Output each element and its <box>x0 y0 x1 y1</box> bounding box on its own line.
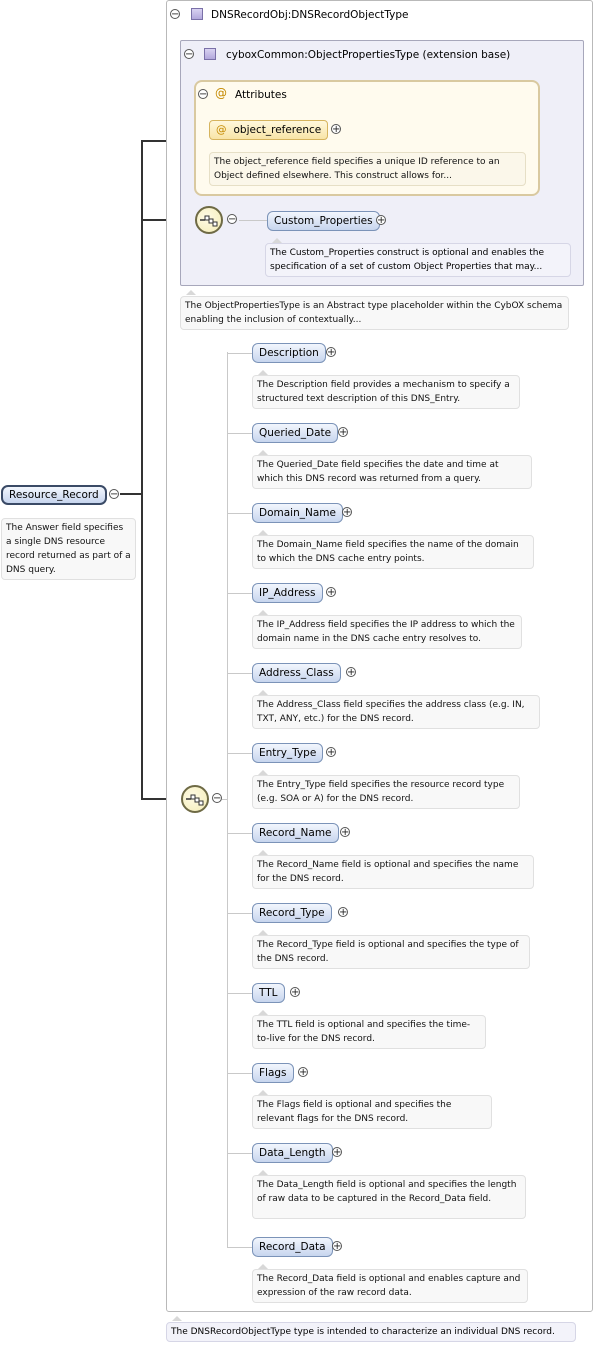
collapse-type-icon[interactable]: − <box>171 9 180 20</box>
element-doc: The IP_Address field specifies the IP address to which the domain name in the DNS cache entry resolves to. <box>252 615 522 649</box>
expand-element-icon[interactable]: + <box>291 987 300 998</box>
attribute-at-icon: @ <box>216 124 227 136</box>
expand-element-icon[interactable]: + <box>327 747 336 758</box>
element-connector <box>227 673 252 674</box>
expand-element-icon[interactable]: + <box>347 667 356 678</box>
element-label: Record_Name <box>259 827 332 839</box>
expand-element-icon[interactable]: + <box>333 1147 342 1158</box>
attribute-object-reference[interactable] <box>209 120 328 140</box>
element-connector <box>227 433 252 434</box>
element-queried-date[interactable] <box>252 423 338 443</box>
extension-header: cybox​Common:ObjectPropertiesType (extension base) <box>226 49 511 61</box>
element-label: Record_Type <box>259 907 325 919</box>
element-label: Custom_Properties <box>274 215 373 227</box>
extension-doc: The ObjectPropertiesType is an Abstract type placeholder within the CybOX schema enabling the inclusion of contextually... <box>180 296 569 330</box>
element-record-data[interactable] <box>252 1237 333 1257</box>
element-label: IP_Address <box>259 587 316 599</box>
expand-element-icon[interactable]: + <box>377 215 386 226</box>
element-doc: The Entry_Type field specifies the resource record type (e.g. SOA or A) for the DNS record. <box>252 775 520 809</box>
element-connector <box>227 993 252 994</box>
root-element-doc: The Answer field specifies a single DNS resource record returned as part of a DNS query. <box>1 518 136 580</box>
element-label: Queried_Date <box>259 427 332 439</box>
element-record-name[interactable] <box>252 823 339 843</box>
element-doc: The Record_Data field is optional and enables capture and expression of the raw record data. <box>252 1269 528 1303</box>
root-trunk-line <box>141 141 143 800</box>
root-element-label: Resource_Record <box>9 489 99 501</box>
element-label: Data_Length <box>259 1147 326 1159</box>
collapse-sequence-icon[interactable]: − <box>213 793 222 804</box>
element-connector <box>227 353 252 354</box>
element-label: Record_Data <box>259 1241 326 1253</box>
expand-element-icon[interactable]: + <box>327 587 336 598</box>
element-label: Entry_Type <box>259 747 317 759</box>
element-doc: The Domain_Name field specifies the name of the domain to which the DNS cache entry points. <box>252 535 534 569</box>
root-element-resource-record[interactable] <box>1 485 107 505</box>
sequence-connector <box>222 799 228 800</box>
element-record-type[interactable] <box>252 903 332 923</box>
collapse-sequence-icon[interactable]: − <box>228 214 237 225</box>
sequence-bracket-line <box>227 352 228 1248</box>
element-doc: The Flags field is optional and specifies the relevant flags for the DNS record. <box>252 1095 492 1129</box>
collapse-root-icon[interactable]: − <box>110 489 119 500</box>
expand-attribute-icon[interactable]: + <box>332 124 341 135</box>
element-label: Address_Class <box>259 667 334 679</box>
attributes-label: Attributes <box>235 89 287 101</box>
element-connector <box>227 1247 252 1248</box>
element-ip-address[interactable] <box>252 583 323 603</box>
attribute-at-icon: @ <box>215 86 227 100</box>
element-label: Flags <box>259 1067 287 1079</box>
expand-element-icon[interactable]: + <box>339 907 348 918</box>
element-domain-name[interactable] <box>252 503 343 523</box>
complex-type-icon <box>204 48 216 60</box>
element-address-class[interactable] <box>252 663 341 683</box>
element-label: Domain_Name <box>259 507 336 519</box>
element-doc: The Address_Class field specifies the address class (e.g. IN, TXT, ANY, etc.) for the DNS record. <box>252 695 540 729</box>
element-custom-properties[interactable] <box>267 211 380 231</box>
expand-element-icon[interactable]: + <box>333 1241 342 1252</box>
sequence-connector <box>239 220 267 221</box>
element-doc: The Queried_Date field specifies the date and time at which this DNS record was returned from a query. <box>252 455 532 489</box>
element-connector <box>227 913 252 914</box>
element-doc: The Description field provides a mechanism to specify a structured text description of this DNS_Entry. <box>252 375 520 409</box>
element-doc: The TTL field is optional and specifies the time-to-live for the DNS record. <box>252 1015 486 1049</box>
element-connector <box>227 1073 252 1074</box>
element-entry-type[interactable] <box>252 743 323 763</box>
element-data-length[interactable] <box>252 1143 333 1163</box>
element-label: TTL <box>259 987 278 999</box>
doc-pointer <box>186 290 196 295</box>
element-flags[interactable] <box>252 1063 294 1083</box>
element-doc: The Record_Name field is optional and specifies the name for the DNS record. <box>252 855 534 889</box>
expand-element-icon[interactable]: + <box>327 347 336 358</box>
type-header: DNSRecordObj:DNSRecordObjectType <box>211 9 409 21</box>
expand-element-icon[interactable]: + <box>343 507 352 518</box>
element-connector <box>227 513 252 514</box>
element-connector <box>227 833 252 834</box>
element-doc: The Record_Type field is optional and specifies the type of the DNS record. <box>252 935 530 969</box>
element-label: Description <box>259 347 319 359</box>
attribute-doc: The object_reference field specifies a unique ID reference to an Object defined elsewhere. This construct allows for... <box>209 152 526 186</box>
element-connector <box>227 1153 252 1154</box>
collapse-extension-icon[interactable]: − <box>185 49 194 60</box>
element-connector <box>227 753 252 754</box>
attribute-label: object_reference <box>233 124 322 136</box>
type-doc: The DNSRecordObjectType type is intended to characterize an individual DNS record. <box>166 1322 576 1342</box>
doc-pointer <box>172 1316 182 1321</box>
element-doc: The Data_Length field is optional and specifies the length of raw data to be captured in the Record_Data field. <box>252 1175 526 1219</box>
element-connector <box>227 593 252 594</box>
root-connector <box>120 493 142 495</box>
element-ttl[interactable] <box>252 983 285 1003</box>
custom-properties-doc: The Custom_Properties construct is optional and enables the specification of a set of custom Object Properties that may... <box>265 243 571 277</box>
collapse-attributes-icon[interactable]: − <box>199 89 208 100</box>
complex-type-icon <box>191 8 203 20</box>
expand-element-icon[interactable]: + <box>299 1067 308 1078</box>
sequence-compositor-icon[interactable] <box>181 785 209 813</box>
sequence-compositor-icon[interactable] <box>195 206 223 234</box>
element-description[interactable] <box>252 343 326 363</box>
expand-element-icon[interactable]: + <box>341 827 350 838</box>
expand-element-icon[interactable]: + <box>339 427 348 438</box>
